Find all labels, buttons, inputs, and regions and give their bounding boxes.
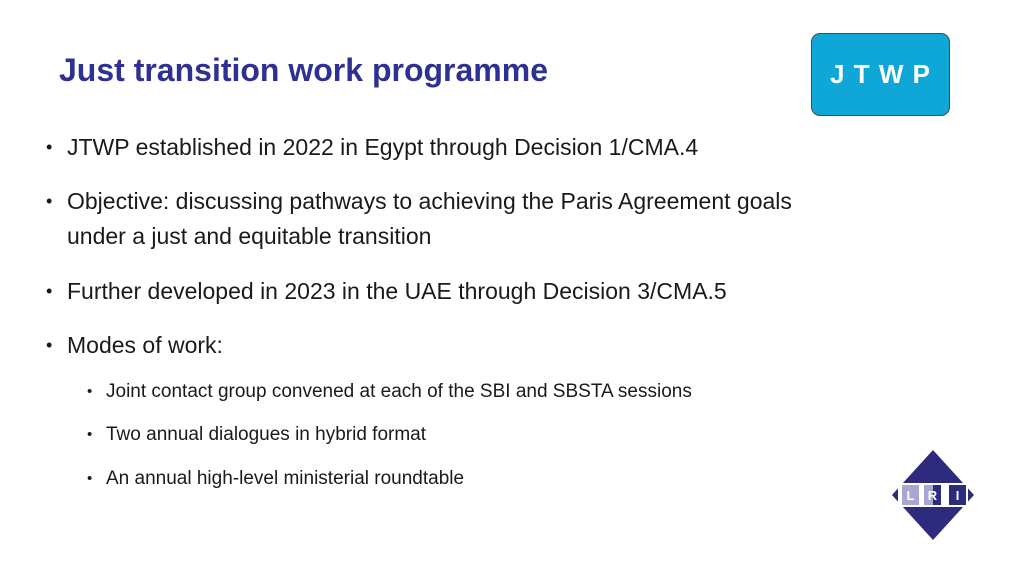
sub-bullet-ministerial-roundtable — [87, 467, 465, 491]
bullet-dot: • — [46, 191, 53, 211]
jtwp-badge-label: J T W P — [830, 59, 931, 89]
slide-title: Just transition work programme — [59, 52, 548, 88]
jtwp-badge — [811, 33, 950, 116]
bullet-dot: • — [46, 335, 53, 355]
sub-bullet-text: Two annual dialogues in hybrid format — [106, 424, 427, 445]
bullet-item-modes-of-work — [46, 328, 223, 363]
bullet-item-objective — [46, 184, 792, 254]
sub-bullet-text: An annual high-level ministerial roundtable — [106, 468, 465, 489]
sub-bullet-dot: • — [87, 470, 93, 487]
bullet-text-line-2: under a just and equitable transition — [67, 223, 432, 249]
bullet-text: JTWP established in 2022 in Egypt through Decision 1/CMA.4 — [67, 134, 699, 160]
lri-logo — [892, 450, 974, 540]
sub-bullet-annual-dialogues — [87, 423, 427, 447]
bullet-text-line-1: Objective: discussing pathways to achieving the Paris Agreement goals — [67, 188, 792, 214]
bullet-dot: • — [46, 281, 53, 301]
bullet-item-further-developed — [46, 274, 727, 309]
sub-bullet-dot: • — [87, 383, 93, 400]
bullet-item-established — [46, 130, 699, 165]
logo-letter-l: L — [906, 488, 915, 503]
logo-letter-r: R — [927, 488, 938, 503]
sub-bullet-joint-contact-group — [87, 380, 692, 404]
bullet-text: Modes of work: — [67, 332, 223, 358]
logo-letter-i: I — [955, 488, 960, 503]
bullet-dot: • — [46, 137, 53, 157]
sub-bullet-dot: • — [87, 426, 93, 443]
sub-bullet-text: Joint contact group convened at each of the SBI and SBSTA sessions — [106, 381, 692, 402]
bullet-text: Further developed in 2023 in the UAE through Decision 3/CMA.5 — [67, 278, 727, 304]
